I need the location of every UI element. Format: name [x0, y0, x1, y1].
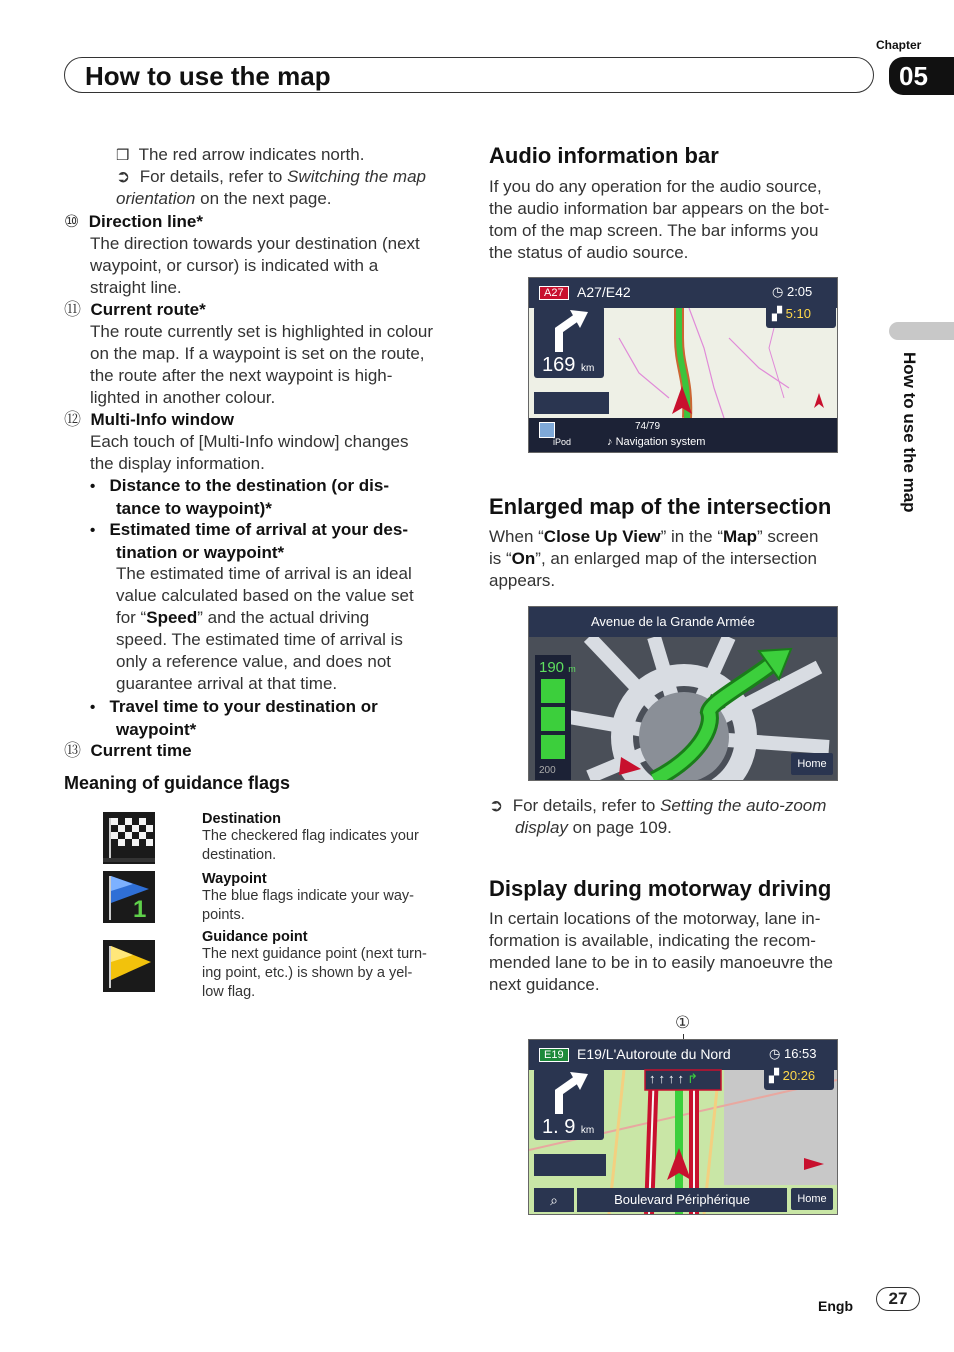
callout-1: ①	[675, 1013, 691, 1032]
lane-scale-bar	[534, 1154, 606, 1176]
travel-time: ▞ 20:26	[769, 1068, 816, 1083]
track-number: 74/79	[635, 421, 661, 432]
item-12: ⑫ Multi-Info window	[64, 410, 234, 429]
yellow-flag-icon	[103, 940, 155, 992]
travel-time: ▞ 5:10	[772, 306, 811, 321]
music-note-icon: ♪	[607, 436, 613, 448]
distance-value: 1. 9	[542, 1116, 576, 1138]
motorway-lane-screenshot	[528, 1039, 838, 1215]
turn-arrow-panel	[534, 306, 604, 378]
auto-zoom-ref: ➲ For details, refer to Setting the auto-zoom display on page 109.	[489, 796, 827, 837]
chapter-number: 05	[889, 57, 954, 95]
bullet-distance: • Distance to the destination (or dis- tance to waypoint)*	[90, 476, 390, 518]
audio-information-bar	[529, 418, 837, 452]
enlarged-heading: Enlarged map of the intersection	[489, 494, 832, 519]
distance-unit: km	[580, 363, 595, 374]
item-10: ⑩ Direction line*	[64, 212, 204, 231]
side-tab-label: How to use the map	[900, 352, 919, 513]
bullet-eta: • Estimated time of arrival at your des- tination or waypoint*	[90, 520, 408, 562]
bullet-travel-time: • Travel time to your destination or waypoint*	[90, 697, 378, 739]
track-title: ♪ Navigation system	[607, 436, 706, 448]
distance-bottom: 200	[539, 765, 556, 776]
road-name: A27/E42	[577, 284, 631, 300]
svg-text:1: 1	[133, 896, 147, 923]
side-tab-bar	[889, 322, 954, 340]
distance-unit: km	[580, 1125, 595, 1136]
checkered-flag-small-icon: ▞	[769, 1068, 779, 1083]
lane-guidance-arrows: ↑↑↑↑↱	[649, 1071, 701, 1086]
footer-language: Engb	[818, 1298, 853, 1314]
item-12-text: Each touch of [Multi-Info window] changes the display information.	[90, 432, 409, 473]
flag-waypoint: Waypoint The blue flags indicate your way- points.	[202, 871, 414, 923]
audio-heading: Audio information bar	[489, 143, 719, 168]
road-number-badge: A27	[539, 286, 569, 300]
checkered-flag-small-icon: ▞	[772, 306, 782, 321]
distance-value: 169	[542, 354, 576, 376]
audio-bar-map-screenshot	[528, 277, 838, 453]
page-number: 27	[876, 1287, 920, 1311]
audio-text: If you do any operation for the audio source, the audio information bar appears on the bot- tom of the map screen. The bar informs you the status of audio source.	[489, 177, 830, 262]
lane-scale-bar	[534, 392, 609, 414]
north-note: ❒ The red arrow indicates north.	[116, 145, 365, 164]
turn-right-arrow-icon	[534, 1068, 604, 1118]
search-icon: ⌕	[550, 1192, 558, 1208]
checkbox-icon: ❒	[116, 147, 130, 164]
road-number-badge: E19	[539, 1048, 569, 1062]
ipod-icon	[539, 422, 555, 438]
search-button[interactable]	[534, 1188, 574, 1212]
flags-heading: Meaning of guidance flags	[64, 773, 291, 793]
turn-right-arrow-icon	[534, 306, 604, 356]
current-street-name: Boulevard Périphérique	[577, 1188, 787, 1212]
map-orientation-ref: ➲ For details, refer to Switching the map orientation on the next page.	[116, 167, 426, 208]
street-name: Avenue de la Grande Armée	[591, 614, 755, 629]
motorway-heading: Display during motorway driving	[489, 876, 832, 901]
item-11-text: The route currently set is highlighted in colour on the map. If a waypoint is set on the route, the route after the next waypoint is high- lighted in another colour.	[90, 322, 434, 407]
item-10-text: The direction towards your destination (next waypoint, or cursor) is indicated with a straight line.	[90, 234, 420, 297]
item-13: ⑬ Current time	[64, 741, 192, 760]
road-name: E19/L'Autoroute du Nord	[577, 1046, 731, 1062]
turn-arrow-panel	[534, 1068, 604, 1140]
item-11: ⑪ Current route*	[64, 300, 206, 319]
audio-source: iPod	[553, 437, 572, 447]
checkered-flag-icon	[103, 812, 155, 864]
chapter-label: Chapter	[876, 38, 922, 52]
distance-top: 190 m	[539, 659, 576, 676]
arrow-right-icon: ➲	[116, 167, 131, 186]
enlarged-intersection-screenshot	[528, 606, 838, 781]
arrival-time: ◷ 2:05	[772, 284, 813, 299]
enlarged-text: When “Close Up View” in the “Map” screen is “On”, an enlarged map of the intersection appears.	[489, 527, 819, 590]
arrow-right-icon: ➲	[489, 796, 504, 815]
eta-description: The estimated time of arrival is an ideal value calculated based on the value set for “Speed” and the actual driving speed. The estimated time of arrival is only a reference value, and does not guarantee arrival at that time.	[116, 564, 414, 693]
flag-guidance-point: Guidance point The next guidance point (next turn- ing point, etc.) is shown by a yel- low flag.	[202, 929, 427, 1000]
flag-destination: Destination The checkered flag indicates your destination.	[202, 811, 419, 863]
motorway-text: In certain locations of the motorway, lane in- formation is available, indicating the recom- mended lane to be in to easily manoeuvre the next guidance.	[489, 909, 834, 994]
home-button[interactable]: Home	[791, 753, 833, 775]
blue-flag-icon	[103, 871, 155, 923]
page-title: How to use the map	[85, 61, 331, 91]
clock-icon: ◷	[769, 1046, 781, 1061]
home-button[interactable]: Home	[791, 1188, 833, 1210]
clock-icon: ◷	[772, 284, 784, 299]
arrival-time: ◷ 16:53	[769, 1046, 817, 1061]
